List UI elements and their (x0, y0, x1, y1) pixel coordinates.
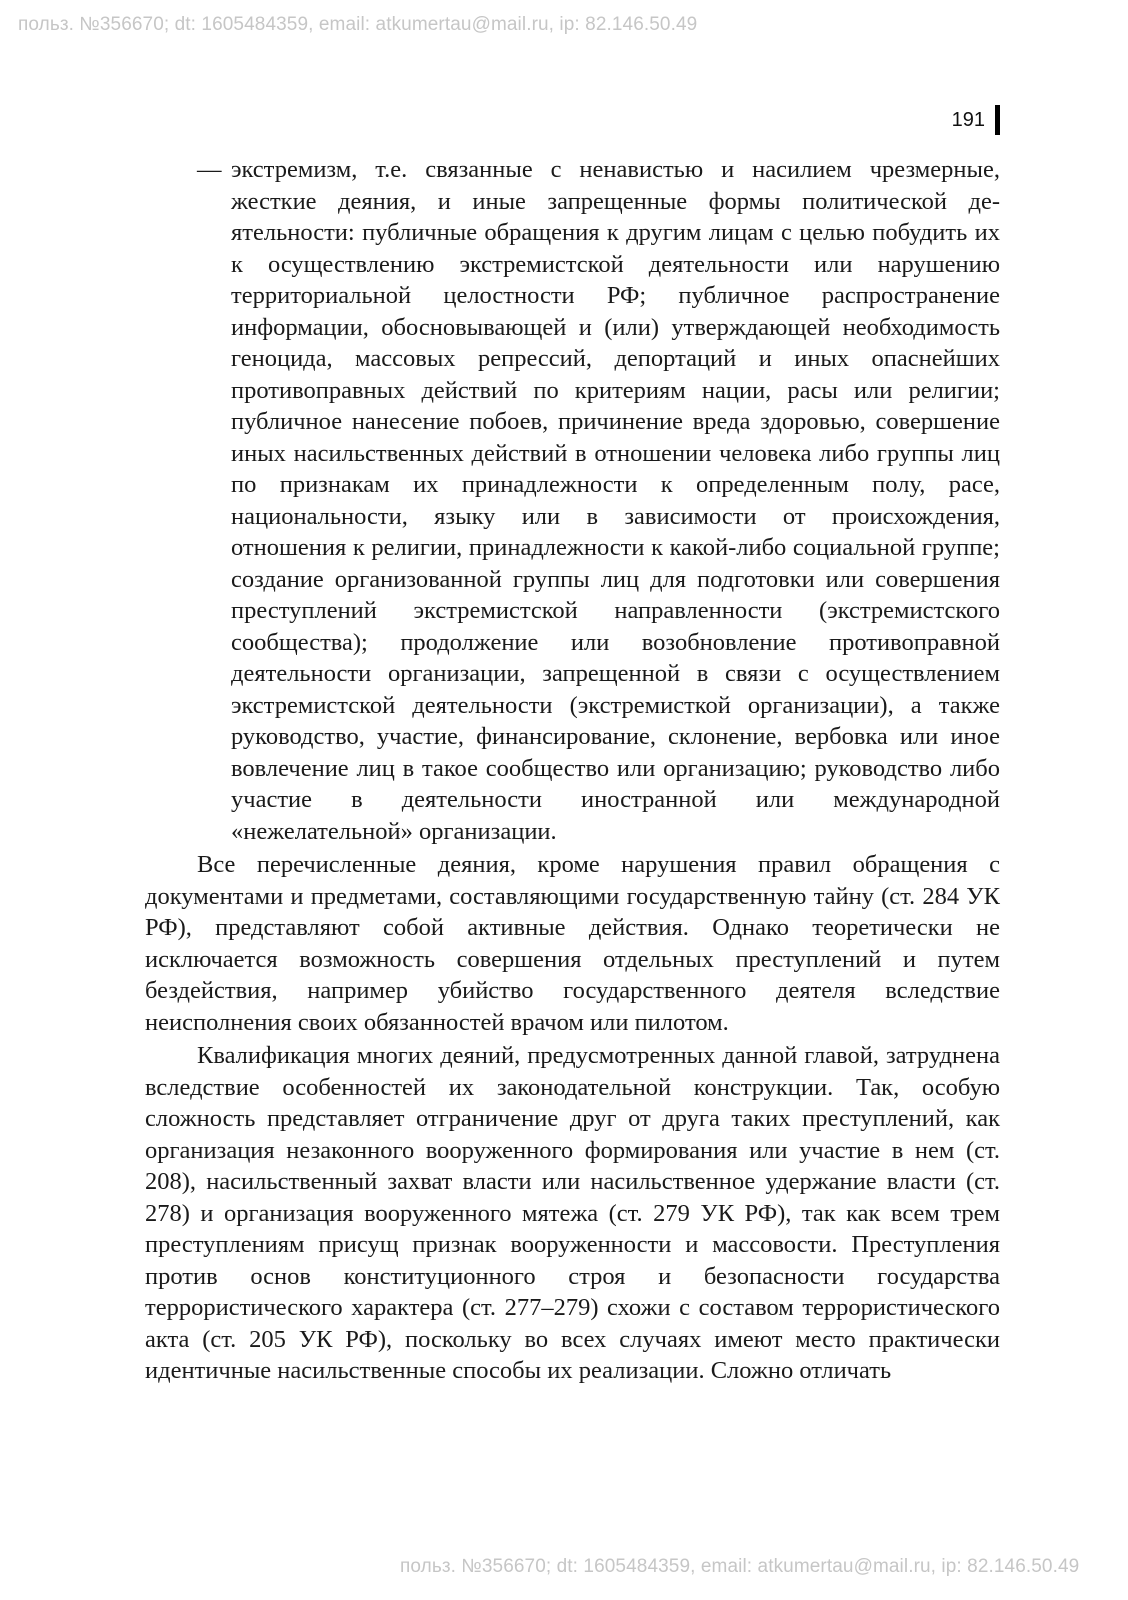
bullet-dash: — (197, 156, 222, 183)
watermark-top: польз. №356670; dt: 1605484359, email: atkumertau@mail.ru, ip: 82.146.50.49 (18, 14, 698, 35)
bullet-text: экстремизм, т.е. связанные с ненавистью и насилием чрезмерные, жесткие деяния, и иные запрещенные формы политической деятельности: публичные обращения к другим лицам с целью побудить их к осуществлению экстремистской деятельности или нарушению территориальной целостности РФ; публичное распространение информации, обосновывающей и (или) утверждающей необходимость геноцида, массовых репрессий, депортаций и иных опаснейших противоправных действий по критериям нации, расы или религии; публичное нанесение побоев, причинение вреда здоровью, совершение иных насильственных действий в отношении человека либо группы лиц по признакам их принадлежности к определенным полу, расе, национальности, языку или в зависимости от происхождения, отношения к религии, принадлежности к какой-либо социальной группе; создание организованной группы лиц для подготовки или совершения преступлений экстремистской направленности (экстремистского сообщества); продолжение или возобновление противоправной деятельности организации, запрещенной в связи с осуществлением экстремистской деятельности (экстремисткой организации), а также руководство, участие, финансирование, склонение, вербовка или иное вовлечение лиц в такое сообщество или организацию; руководство либо участие в деятельности иностранной или международной «нежелательной» организации. (231, 156, 1000, 845)
paragraph-1: Все перечисленные деяния, кроме нарушения правил обращения с документами и предметами, составляющими государственную тайну (ст. 284 УК РФ), представляют собой активные действия. Однако теоретически не исключается возможность совершения отдельных преступлений и путем бездействия, например убийство государственного деятеля вследствие неисполнения своих обязанностей врачом или пилотом. (145, 851, 1000, 1036)
paragraph-2: Квалификация многих деяний, предусмотренных данной главой, затруднена вследствие особенностей их законодательной конструкции. Так, особую сложность представляет отграничение друг от друга таких преступлений, как организация незаконного вооруженного формирования или участие в нем (ст. 208), насильственный захват власти или насильственное удержание власти (ст. 278) и организация вооруженного мятежа (ст. 279 УК РФ), так как всем трем преступлениям присущ признак вооруженности и массовости. Преступления против основ конституционного строя и безопасности государства террористического характера (ст. 277–279) схожи с составом террористического акта (ст. 205 УК РФ), поскольку во всех случаях имеют место практически идентичные насильственные способы их реализации. Сложно отличать (145, 1042, 1000, 1384)
watermark-bottom: польз. №356670; dt: 1605484359, email: atkumertau@mail.ru, ip: 82.146.50.49 (400, 1556, 1080, 1577)
main-text (145, 154, 1000, 1387)
page-number-block (880, 104, 1000, 136)
page-number: 191 (951, 108, 985, 131)
page-number-bar (995, 105, 1000, 135)
bullet-item (145, 154, 1000, 847)
